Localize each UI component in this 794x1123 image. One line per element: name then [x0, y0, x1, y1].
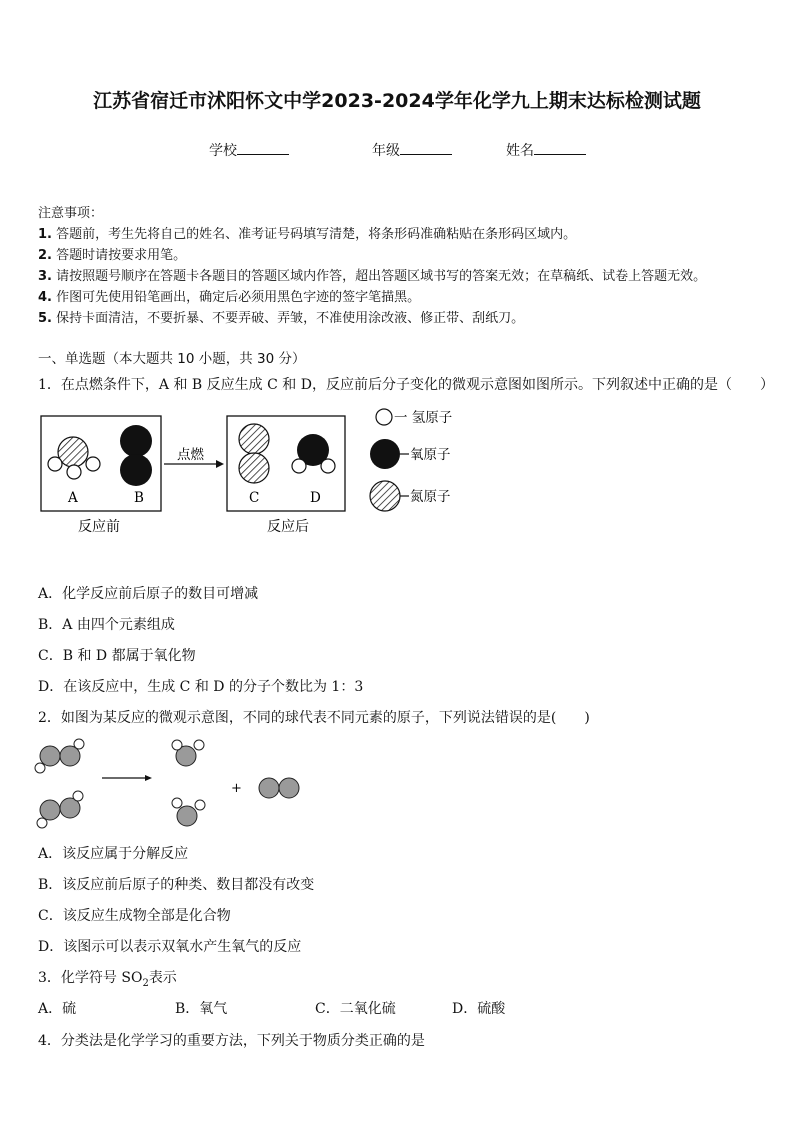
q1-option-b: B．A 由四个元素组成: [38, 617, 175, 633]
hydrogen-atom-icon: [48, 457, 62, 471]
label-d: D: [310, 490, 321, 506]
grade-field: 年级: [372, 140, 452, 160]
note-item: 2. 答题时请按要求用笔。: [38, 248, 187, 263]
q1-diagram: [38, 408, 478, 538]
nitrogen-atom-icon: [58, 437, 88, 467]
legend-hydrogen-label: 一 氢原子: [394, 410, 453, 426]
label-c: C: [249, 490, 260, 506]
hydrogen-atom-icon: [67, 465, 81, 479]
gray-atom-icon: [279, 778, 299, 798]
question-2-stem: 2．如图为某反应的微观示意图，不同的球代表不同元素的原子，下列说法错误的是( ): [38, 710, 590, 726]
q2-option-c: C．该反应生成物全部是化合物: [38, 908, 231, 924]
school-field: 学校: [209, 140, 289, 160]
gray-atom-icon: [259, 778, 279, 798]
q2-option-b: B．该反应前后原子的种类、数目都没有改变: [38, 877, 315, 893]
label-before: 反应前: [78, 519, 120, 535]
hydrogen-atom-icon: [86, 457, 100, 471]
hydrogen-atom-icon: [292, 459, 306, 473]
white-atom-icon: [35, 763, 45, 773]
gray-atom-icon: [177, 806, 197, 826]
white-atom-icon: [194, 740, 204, 750]
q3-option-c: C．二氧化硫: [315, 1001, 396, 1017]
arrow-label: 点燃: [177, 447, 204, 463]
white-atom-icon: [37, 818, 47, 828]
section-heading: 一、单选题（本大题共 10 小题，共 30 分）: [38, 351, 306, 367]
legend-nitrogen-icon: [370, 481, 400, 511]
q2-option-a: A．该反应属于分解反应: [38, 846, 189, 862]
q3-option-a: A．硫: [38, 1001, 77, 1017]
question-3-stem: 3．化学符号 $SO_2$表示: [38, 970, 177, 989]
question-1-stem: 1．在点燃条件下，A 和 B 反应生成 C 和 D，反应前后分子变化的微观示意图如图所示。下列叙述中正确的是（ ）: [38, 377, 774, 393]
arrow-head-icon: [216, 460, 224, 468]
note-item: 5. 保持卡面清洁，不要折暴、不要弄破、弄皱，不准使用涂改液、修正带、刮纸刀。: [38, 311, 525, 326]
label-a: A: [68, 490, 78, 506]
note-item: 1. 答题前，考生先将自己的姓名、准考证号码填写清楚，将条形码准确粘贴在条形码区域内。: [38, 227, 577, 242]
name-field: 姓名: [506, 140, 586, 160]
q1-option-d: D．在该反应中，生成 C 和 D 的分子个数比为 1：3: [38, 679, 364, 695]
note-item: 4. 作图可先使用铅笔画出，确定后必须用黑色字迹的签字笔描黑。: [38, 290, 421, 305]
legend-oxygen-label: 氧原子: [410, 447, 451, 463]
arrow-head-icon: [145, 775, 152, 781]
q2-diagram: [34, 734, 314, 834]
plus-sign: +: [231, 781, 242, 796]
q1-option-c: C．B 和 D 都属于氧化物: [38, 648, 196, 664]
legend-nitrogen-label: 氮原子: [410, 489, 451, 505]
notes-heading: 注意事项：: [38, 206, 104, 221]
page-title: 江苏省宿迁市沭阳怀文中学2023-2024学年化学九上期末达标检测试题: [93, 90, 701, 112]
white-atom-icon: [172, 798, 182, 808]
nitrogen-atom-icon: [239, 424, 269, 454]
legend-hydrogen-icon: [376, 409, 392, 425]
q2-option-d: D．该图示可以表示双氧水产生氧气的反应: [38, 939, 302, 955]
q3-option-d: D．硫酸: [452, 1001, 506, 1017]
gray-atom-icon: [40, 800, 60, 820]
white-atom-icon: [172, 740, 182, 750]
oxygen-atom-icon: [120, 454, 152, 486]
oxygen-atom-icon: [120, 425, 152, 457]
label-after: 反应后: [267, 519, 309, 535]
label-b: B: [134, 490, 144, 506]
gray-atom-icon: [40, 746, 60, 766]
q1-option-a: A．化学反应前后原子的数目可增减: [38, 586, 259, 602]
white-atom-icon: [73, 791, 83, 801]
white-atom-icon: [195, 800, 205, 810]
legend-oxygen-icon: [370, 439, 400, 469]
q3-option-b: B．氧气: [175, 1001, 228, 1017]
question-4-stem: 4．分类法是化学学习的重要方法，下列关于物质分类正确的是: [38, 1033, 425, 1049]
hydrogen-atom-icon: [321, 459, 335, 473]
note-item: 3. 请按照题号顺序在答题卡各题目的答题区域内作答，超出答题区域书写的答案无效；在草稿纸、试卷上答题无效。: [38, 269, 707, 284]
nitrogen-atom-icon: [239, 453, 269, 483]
white-atom-icon: [74, 739, 84, 749]
